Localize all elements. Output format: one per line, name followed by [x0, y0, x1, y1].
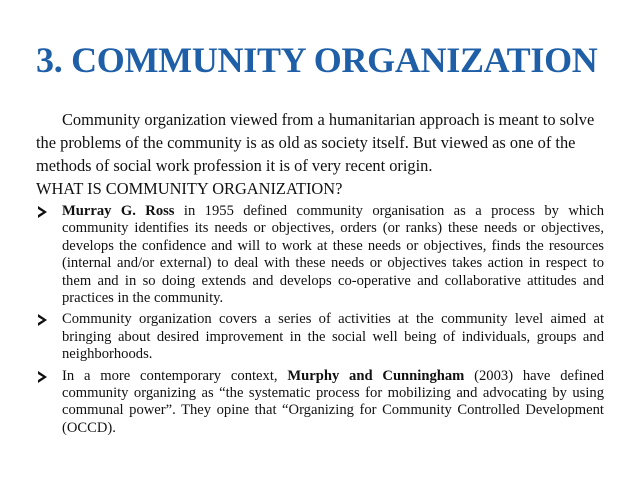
arrow-bullet-icon: [38, 371, 47, 383]
bullet-text: in 1955 defined community organisation as a process by which community identifies its needs or objectives, orders (or ranks) these needs or objectives, develops the confidence and will to work at these needs or objectives, finds the resources (internal and/or external) to deal with these needs or objectives takes action in respect to them and in so doing extends and develops co-operative and collaborative attitudes and practices in the community.: [62, 203, 604, 307]
intro-text: Community organization viewed from a humanitarian approach is meant to solve the problems of the community is as old as society itself. But viewed as one of the methods of social work profession it is of very recent origin.: [36, 110, 595, 175]
bullet-bold-name: Murray G. Ross: [62, 203, 175, 219]
arrow-bullet-icon: [38, 314, 47, 326]
bullet-item-ross: [36, 203, 604, 307]
bullet-bold-name: Murphy and Cunningham: [287, 367, 465, 384]
bullet-list: [36, 203, 604, 437]
bullet-text: (2003) have defined community organizing as “the systematic process for mobilizing and advocating by using communal power”. They opine that “Organizing for Community Controlled Development (OCCD).: [62, 367, 604, 436]
arrow-bullet-icon: [38, 206, 47, 218]
subheading: WHAT IS COMMUNITY ORGANIZATION?: [36, 179, 343, 198]
bullet-text: Community organization covers a series of activities at the community level aimed at bringing about desired improvement in the social well being of individuals, groups and neighborhoods.: [62, 311, 604, 363]
bullet-item-activities: [36, 311, 604, 363]
bullet-item-murphy: [36, 368, 604, 438]
slide-title: 3. COMMUNITY ORGANIZATION: [36, 40, 598, 80]
intro-paragraph: [36, 108, 604, 177]
bullet-pre-text: In a more contemporary context,: [62, 367, 288, 384]
